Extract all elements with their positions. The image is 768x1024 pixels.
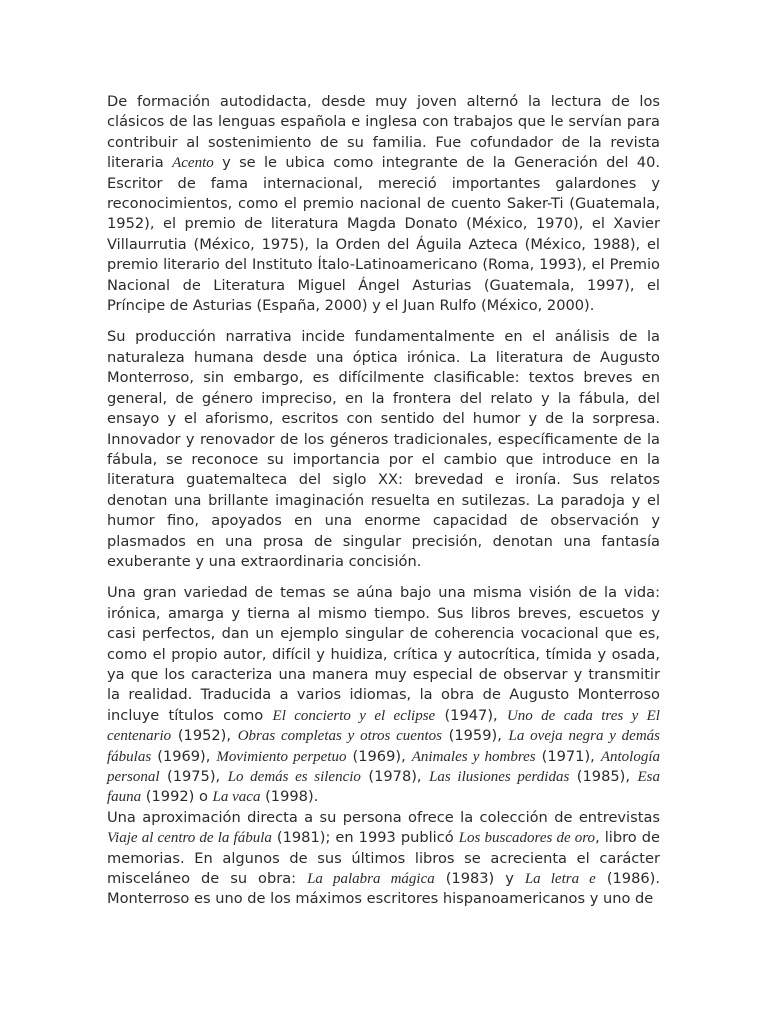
text-run: (1947), bbox=[435, 706, 507, 724]
text-run: (1983) y bbox=[434, 870, 525, 888]
text-run: (1978), bbox=[360, 768, 430, 785]
italic-title: Antología personal bbox=[107, 748, 660, 785]
text-run: (1986). Monterroso es uno de los máximos escritores hispanoamericanos y uno de bbox=[107, 870, 660, 908]
italic-title: La letra e bbox=[524, 871, 596, 888]
italic-title: Viaje al centro de la fábula bbox=[107, 830, 272, 847]
document-page bbox=[107, 92, 660, 921]
paragraph-produccion-narrativa bbox=[107, 327, 660, 572]
italic-title: Las ilusiones perdidas bbox=[429, 769, 570, 785]
text-run: y se le ubica como integrante de la Generación del 40. Escritor de fama internacional, mereció importantes galardones y reconocimientos, como el premio nacional de cuento Saker-Ti (Guatemala, 1952), el premio de literatura Magda Donato (México, 1970), el Xavier Villaurrutia (México, 1975), la Orden del Águila Azteca (México, 1988), el premio literario del Instituto Ítalo-Latinoamericano (Roma, 1993), el Premio Nacional de Literatura Miguel Ángel Asturias (Guatemala, 1997), el Príncipe de Asturias (España, 2000) y el Juan Rulfo (México, 2000). bbox=[107, 154, 660, 315]
italic-title: Los buscadores de oro bbox=[458, 830, 596, 847]
text-run: Una aproximación directa a su persona ofrece la colección de entrevistas bbox=[107, 808, 660, 826]
text-run: (1981); en 1993 publicó bbox=[271, 829, 459, 847]
italic-title: Movimiento perpetuo bbox=[216, 748, 347, 765]
text-run: , libro de memorias. En algunos de sus últimos libros se acrecienta el carácter misceláneo de su obra: bbox=[107, 829, 660, 888]
italic-title: Uno de cada tres y El centenario bbox=[107, 707, 660, 745]
italic-title: La vaca bbox=[212, 789, 261, 806]
text-run: (1971), bbox=[535, 747, 601, 765]
italic-title: El concierto y el eclipse bbox=[272, 707, 436, 724]
italic-title: Acento bbox=[172, 155, 214, 172]
paragraph-variedad-temas bbox=[107, 583, 660, 807]
text-run: (1992) o bbox=[141, 788, 213, 806]
text-run: (1985), bbox=[569, 768, 638, 785]
paragraph-formacion bbox=[107, 92, 660, 316]
text-run: Su producción narrativa incide fundamentalmente en el análisis de la naturaleza humana desde una óptica irónica. La literatura de Augusto Monterroso, sin embargo, es difícilmente clasificable: textos breves en general, de género impreciso, en la frontera del relato y la fábula, del ensayo y el aforismo, escritos con sentido del humor y de la sorpresa. Innovador y renovador de los géneros tradicionales, específicamente de la fábula, se reconoce su importancia por el cambio que introduce en la literatura guatemalteca del siglo XX: brevedad e ironía. Sus relatos denotan una brillante imaginación resuelta en sutilezas. La paradoja y el humor fino, apoyados en una enorme capacidad de observación y plasmados en una prosa de singular precisión, denotan una fantasía exuberante y una extraordinaria concisión. bbox=[107, 328, 660, 570]
text-run: (1959), bbox=[441, 727, 509, 745]
italic-title: Esa fauna bbox=[107, 769, 660, 806]
italic-title: Lo demás es silencio bbox=[227, 769, 361, 785]
text-run: (1969), bbox=[151, 747, 217, 765]
text-run: (1969), bbox=[346, 747, 412, 765]
text-run: (1952), bbox=[171, 727, 238, 745]
italic-title: La oveja negra y demás fábulas bbox=[107, 728, 661, 765]
text-run: (1998). bbox=[260, 788, 319, 806]
text-run: Una gran variedad de temas se aúna bajo una misma visión de la vida: irónica, amarga y tierna al mismo tiempo. Sus libros breves, escuetos y casi perfectos, dan un ejemplo singular de coherencia vocacional que es, como el propio autor, difícil y huidiza, crítica y autocrítica, tímida y osada, ya que los caracteriza una manera muy especial de observar y transmitir la realidad. Traducida a varios idiomas, la obra de Augusto Monterroso incluye títulos como bbox=[107, 584, 660, 724]
italic-title: La palabra mágica bbox=[307, 871, 435, 888]
italic-title: Obras completas y otros cuentos bbox=[237, 728, 442, 745]
text-run: (1975), bbox=[159, 768, 228, 785]
paragraph-aproximacion bbox=[107, 808, 660, 910]
text-run: De formación autodidacta, desde muy joven alternó la lectura de los clásicos de las lenguas española e inglesa con trabajos que le servían para contribuir al sostenimiento de su familia. Fue cofundador de la revista literaria bbox=[107, 93, 660, 172]
italic-title: Animales y hombres bbox=[411, 748, 536, 765]
